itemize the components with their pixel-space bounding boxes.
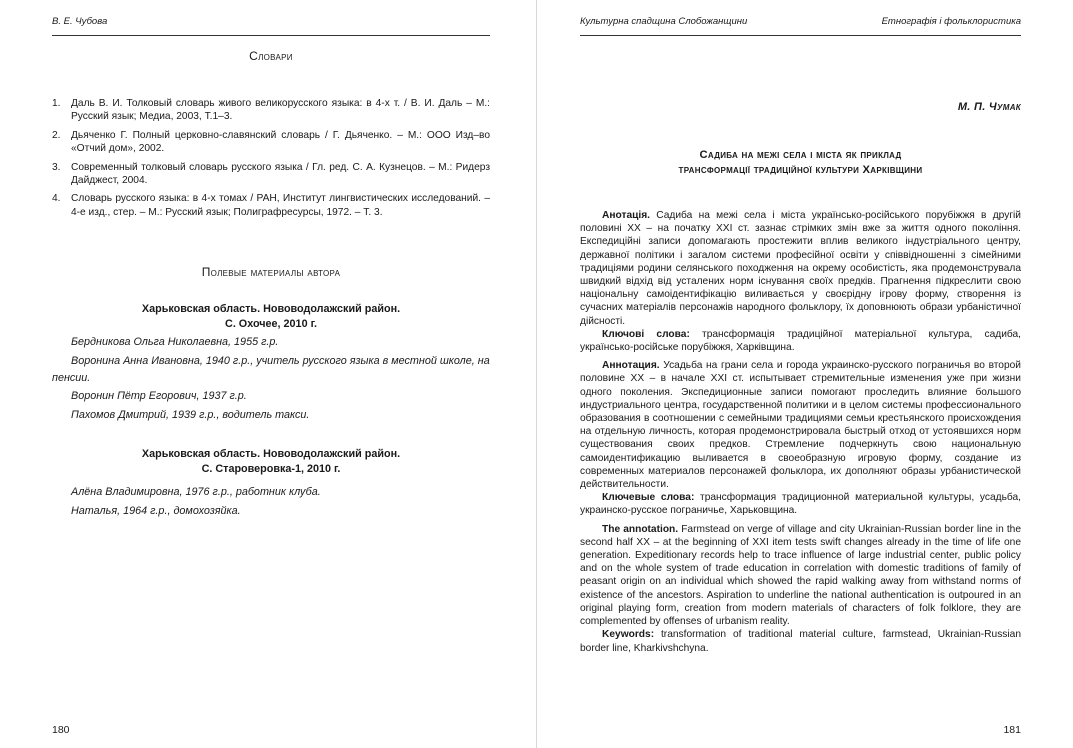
running-head-journal: Культурна спадщина Слобожанщини — [580, 16, 748, 27]
informant: Алёна Владимировна, 1976 г.р., работник клуба. — [71, 486, 321, 498]
keywords-english — [580, 628, 1021, 654]
reference-item — [52, 192, 490, 219]
abstract-uk-text: Садиба на межі села і міста українсько-російського порубіжжя в другій половині ХХ – на початку ХХІ ст. зазнає стрімких змін вже за життя одного покоління. Експедиційні записи допомагають простежити вплив великого індустріального центру, державної політики і загалом системи професійної освіти у співвідношенні з сімейними традиціями родини селянського походження на окрему особистість, яка продемонструвала швидкий відхід від усталених норм існування своїх предків. Прагнення підкреслити свою національну самоідентифікацію виливається у своєрідну ігрову форму, створення із сучасних матеріалів персонажів народного фольклору, їх доповнюють образи урбаністичної дійсності. — [580, 210, 1021, 327]
region-heading-1 — [52, 302, 490, 332]
reference-list — [52, 97, 490, 224]
keywords-en-label: Keywords: — [602, 629, 655, 641]
reference-number: 3. — [52, 161, 61, 173]
article-title-line2: трансформації традиційної культури Харківщини — [678, 164, 923, 176]
reference-text: Даль В. И. Толковый словарь живого великорусского языка: в 4-х т. / В. И. Даль – М.: Русский язык; Медиа, 2003, Т.1–3. — [71, 98, 490, 123]
keywords-en-text: transformation of traditional material culture, farmstead, Ukrainian-Russian border line, Kharkivshchyna. — [580, 629, 1021, 654]
informant: Наталья, 1964 г.р., домохозяйка. — [71, 505, 241, 517]
reference-number: 4. — [52, 193, 61, 205]
field-materials-heading: Полевые материалы автора — [201, 265, 341, 279]
informant: Бердникова Ольга Николаевна, 1955 г.р. — [71, 336, 279, 348]
keywords-uk-text: трансформація традиційної матеріальної культура, садиба, українсько-російське порубіжжя, Харківщина. — [580, 328, 1021, 354]
abstracts-block — [580, 209, 1021, 655]
abstract-english — [580, 523, 1021, 629]
page-number-left: 180 — [52, 724, 70, 736]
keywords-uk-label: Ключові слова: — [602, 328, 690, 340]
reference-item — [52, 161, 490, 188]
keywords-ru-text: трансформация традиционной материальной культуры, усадьба, украинско-русское пограничье, Харьковщина. — [580, 492, 1021, 517]
reference-text: Словарь русского языка: в 4-х томах / РАН, Институт лингвистических исследований. – 4-е изд., стер. – М.: Русский язык; Полиграфресурсы, 1972. – Т. 3. — [71, 193, 490, 218]
keywords-russian — [580, 491, 1021, 517]
gutter — [536, 0, 537, 748]
right-page — [580, 0, 1021, 748]
left-running-head — [52, 16, 490, 32]
reference-text: Современный толковый словарь русского языка / Гл. ред. С. А. Кузнецов. – М.: Ридерз Дайджест, 2004. — [71, 161, 490, 187]
right-header-rule — [580, 35, 1021, 36]
abstract-ru-label: Аннотация. — [602, 360, 660, 372]
region-heading-2-line2: С. Староверовка-1, 2010 г. — [201, 463, 341, 475]
abstract-ru-text: Усадьба на грани села и города украинско-русского пограничья во второй половине ХХ – в начале ХХІ ст. испытывает стремительные изменения уже при жизни одного поколения. Экспедиционные записи помогают проследить влияние большого индустриального центра, государственной политики и в целом системы профессионального образования в соотношении с семейными традициями семьи крестьянского происхождения на отдельную личность, которая продемонстрировала быстрый отход от устоявшихся норм существования своих предков. Стремление подчеркнуть свою национальную самоидентификацию выливается в своеобразную игровую форму, создание из современных материалов персонажей фольклора, их дополняют образы урбанистической действительности. — [580, 360, 1021, 491]
left-header-rule — [52, 35, 490, 36]
keywords-ru-label: Ключевые слова: — [602, 492, 695, 504]
abstract-uk-label: Анотація. — [602, 210, 651, 221]
abstract-en-text: Farmstead on verge of village and city Ukrainian-Russian border line in the second half XX – at the beginning of XXI item tests swift changes already in the time of life one generation. Expeditionary records help to trace influence of large industrial center, public policy and on the whole system of trade education in correlation with domestic traditions of family of peasant origin on an individual which showed the rapid walking away from withstand norms of existence of the ancestors. Aspiration to underline the national authentication is outpoured in an original playing form, creation from modern materials of characters of folk folklore, they are complemented by offenses of urbanism reality. — [580, 523, 1021, 628]
reference-number: 2. — [52, 129, 61, 141]
abstract-ukrainian — [580, 209, 1021, 328]
article-title-line1: Садиба на межі села і міста як приклад — [699, 149, 902, 161]
left-running-head-author: В. Е. Чубова — [52, 16, 108, 27]
reference-number: 1. — [52, 98, 61, 109]
running-head-section: Етнографія і фольклористика — [881, 16, 1021, 27]
abstract-en-label: The annotation. — [602, 523, 679, 535]
page-number-right: 181 — [1003, 724, 1021, 736]
keywords-ukrainian — [580, 328, 1021, 354]
region-heading-2-line1: Харьковская область. Нововодолажский район. — [141, 448, 401, 460]
abstract-russian — [580, 359, 1021, 491]
region-heading-1-line1: Харьковская область. Нововодолажский район. — [141, 303, 401, 315]
dictionaries-heading: Словари — [249, 49, 293, 63]
left-page — [52, 0, 490, 748]
informant: Воронина Анна Ивановна, 1940 г.р., учитель русского языка в местной школе, на пенсии. — [52, 355, 490, 384]
region-heading-1-line2: С. Охочее, 2010 г. — [225, 318, 317, 330]
informant: Воронин Пётр Егорович, 1937 г.р. — [71, 390, 247, 402]
article-author: М. П. Чумак — [957, 101, 1021, 113]
right-running-head — [580, 16, 1021, 32]
reference-item — [52, 129, 490, 156]
region-heading-2 — [52, 447, 490, 477]
article-title — [580, 148, 1021, 178]
reference-item — [52, 97, 490, 124]
informant: Пахомов Дмитрий, 1939 г.р., водитель такси. — [71, 409, 310, 421]
reference-text: Дьяченко Г. Полный церковно-славянский словарь / Г. Дьяченко. – М.: ООО Изд–во «Отчий дом», 2002. — [71, 129, 490, 155]
